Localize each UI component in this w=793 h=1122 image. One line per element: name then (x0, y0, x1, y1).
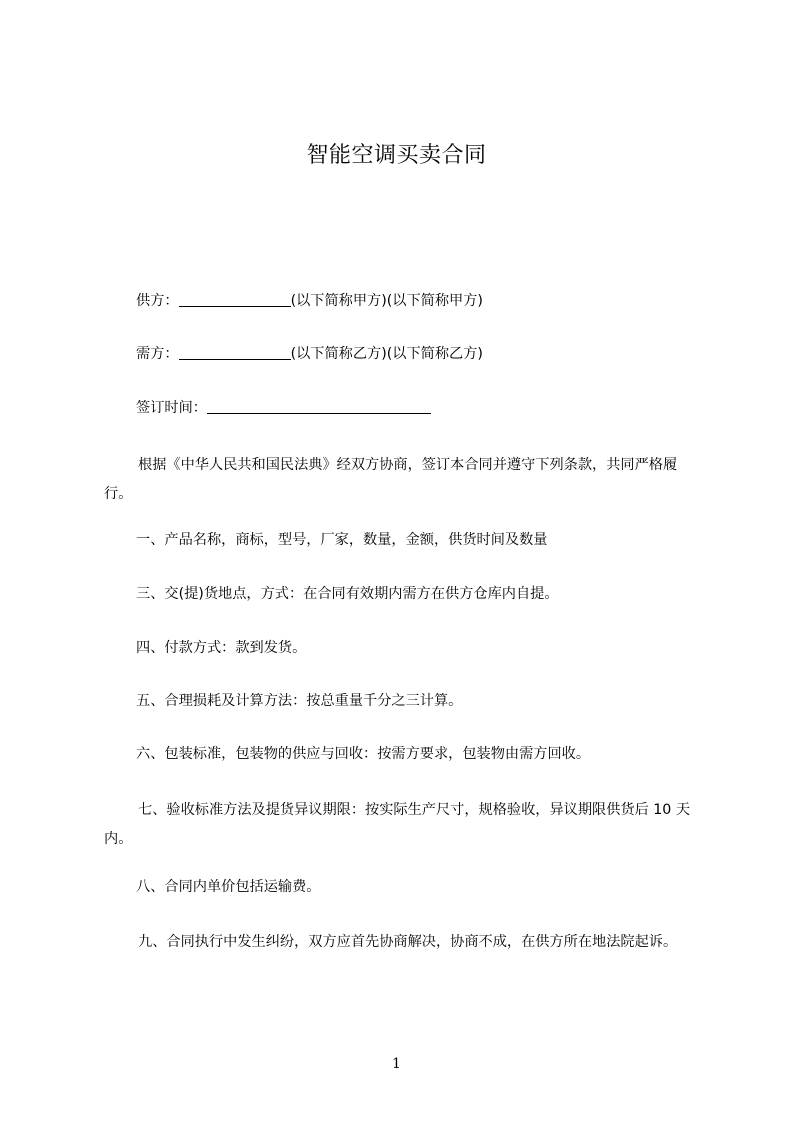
signing-time-label: 签订时间： (136, 400, 207, 416)
buyer-suffix: (以下简称乙方)(以下简称乙方) (290, 346, 483, 362)
buyer-label: 需方： (136, 346, 179, 362)
page-number: 1 (392, 1056, 401, 1072)
clause-3: 三、交(提)货地点，方式：在合同有效期内需方在供方仓库内自提。 (136, 586, 559, 602)
clause-1: 一、产品名称，商标，型号，厂家，数量，金额，供货时间及数量 (136, 532, 548, 548)
signing-time-line (136, 398, 431, 418)
clause-7: 七、验收标准方法及提货异议期限：按实际生产尺寸，规格验收，异议期限供货后 10 天内。 (104, 802, 691, 847)
supplier-suffix: (以下简称甲方)(以下简称甲方) (290, 293, 483, 309)
clause-5: 五、合理损耗及计算方法：按总重量千分之三计算。 (136, 693, 463, 709)
clause-6: 六、包装标准，包装物的供应与回收：按需方要求，包装物由需方回收。 (136, 746, 591, 762)
supplier-line (136, 291, 483, 311)
supplier-label: 供方： (136, 293, 179, 309)
clause-8: 八、合同内单价包括运输费。 (136, 879, 321, 895)
buyer-blank (179, 345, 291, 360)
supplier-blank (179, 292, 291, 307)
preamble-paragraph: 根据《中华人民共和国民法典》经双方协商，签订本合同并遵守下列条款，共同严格履行。 (104, 457, 678, 502)
page-title: 智能空调买卖合同 (306, 143, 487, 168)
clause-9: 九、合同执行中发生纠纷，双方应首先协商解决，协商不成，在供方所在地法院起诉。 (138, 934, 678, 950)
clause-4: 四、付款方式：款到发货。 (136, 640, 307, 656)
buyer-line (136, 344, 483, 364)
signing-time-blank (207, 399, 431, 414)
